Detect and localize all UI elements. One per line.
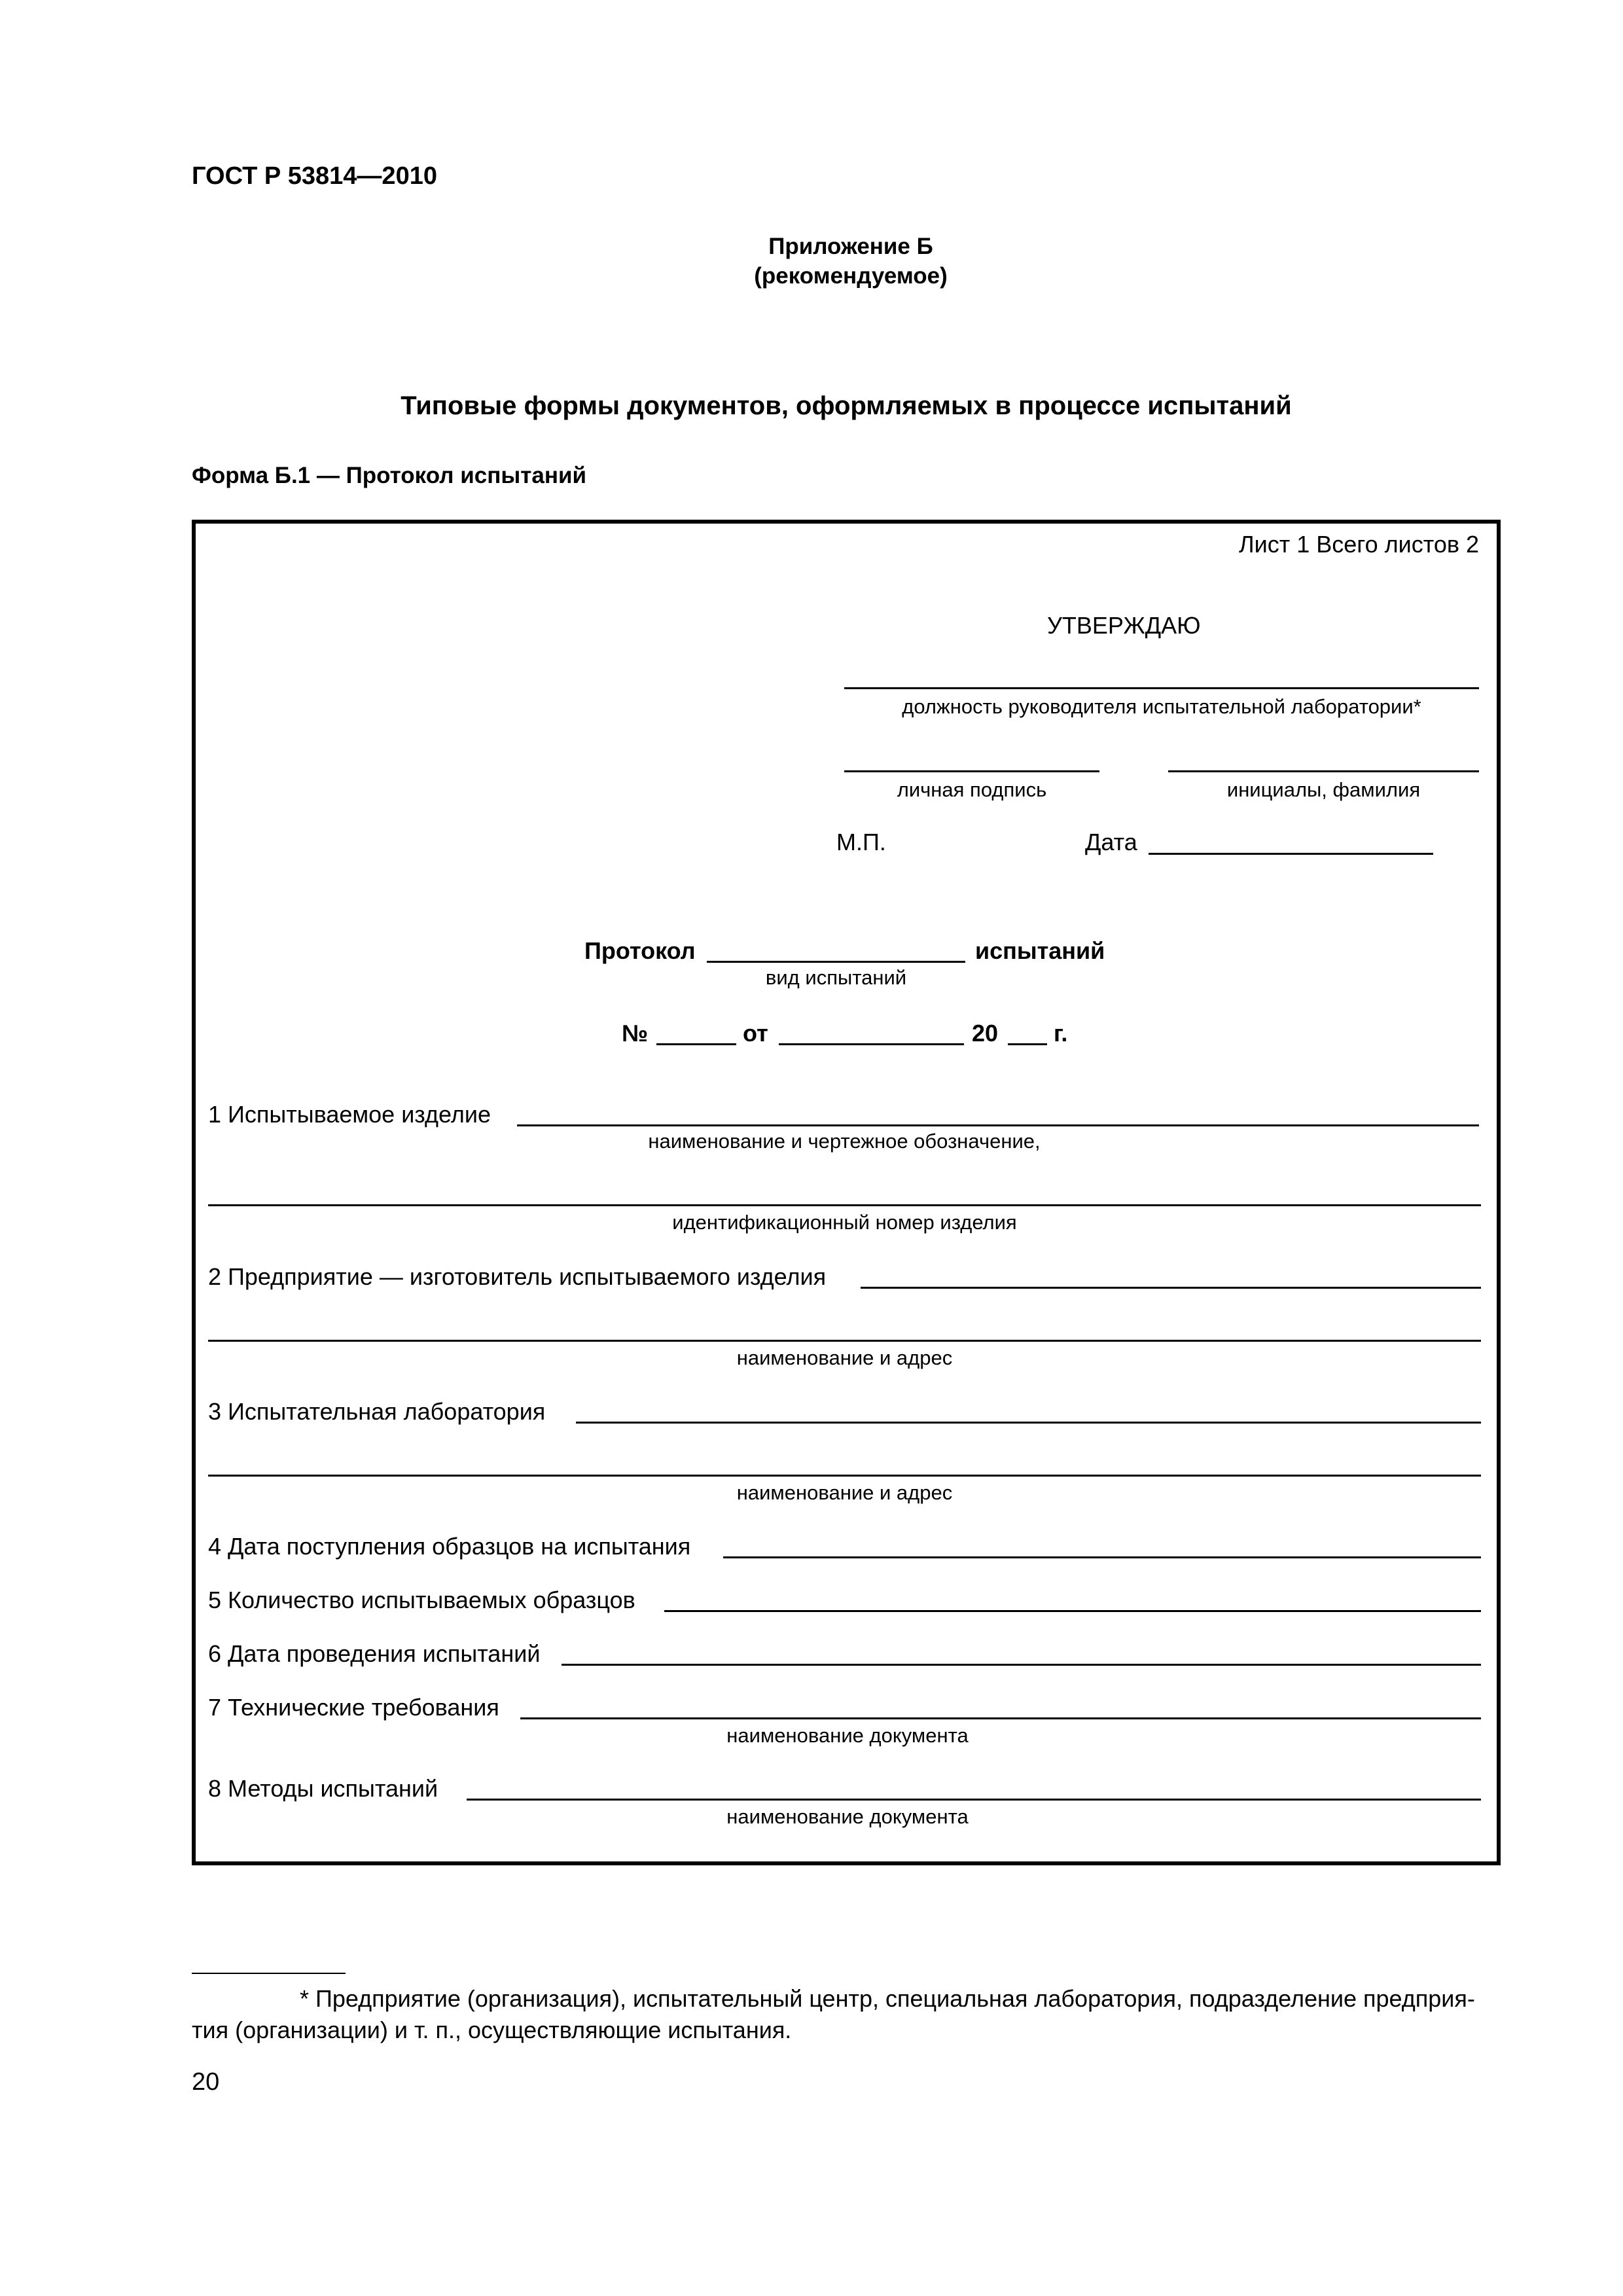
from-label: от: [743, 1020, 768, 1047]
item-2-label: 2 Предприятие — изготовитель испытываемого изделия: [208, 1263, 827, 1290]
year-line[interactable]: [1008, 1043, 1047, 1045]
date-label: Дата: [1085, 829, 1137, 855]
item-1-line[interactable]: [517, 1124, 1479, 1126]
item-3-line-2[interactable]: [208, 1475, 1481, 1477]
stamp-label: М.П.: [836, 829, 886, 855]
item-3-line[interactable]: [576, 1422, 1481, 1424]
protocol-label: Протокол: [584, 937, 696, 964]
page-number: 20: [192, 2068, 220, 2096]
item-3-label: 3 Испытательная лаборатория: [208, 1398, 546, 1425]
name-caption: инициалы, фамилия: [1226, 778, 1421, 801]
item-7-caption: наименование документа: [726, 1724, 969, 1747]
number-line[interactable]: [656, 1043, 736, 1045]
item-1-label: 1 Испытываемое изделие: [208, 1101, 491, 1128]
item-4-label: 4 Дата поступления образцов на испытания: [208, 1533, 691, 1560]
footnote-line-1: * Предприятие (организация), испытательный центр, специальная лаборатория, подразделение предприя-: [300, 1985, 1475, 2012]
position-caption: должность руководителя испытательной лаборатории*: [902, 695, 1421, 718]
item-6-label: 6 Дата проведения испытаний: [208, 1640, 541, 1667]
item-5-line[interactable]: [664, 1610, 1481, 1612]
signature-line[interactable]: [844, 770, 1099, 772]
appendix-title: Приложение Б: [768, 234, 933, 259]
standard-number: ГОСТ Р 53814—2010: [192, 162, 437, 190]
item-6-line[interactable]: [562, 1664, 1481, 1666]
number-label: №: [622, 1020, 649, 1047]
name-line[interactable]: [1168, 770, 1479, 772]
item-1-caption: наименование и чертежное обозначение,: [648, 1130, 1041, 1153]
sheet-info: Лист 1 Всего листов 2: [1238, 531, 1479, 558]
position-line[interactable]: [844, 687, 1479, 689]
item-2-caption: наименование и адрес: [736, 1346, 953, 1369]
section-title: Типовые формы документов, оформляемых в процессе испытаний: [401, 391, 1292, 420]
footnote: [192, 1983, 1501, 2046]
item-3-caption: наименование и адрес: [736, 1481, 953, 1504]
test-type-line[interactable]: [707, 961, 965, 963]
date-line[interactable]: [1149, 853, 1433, 855]
year-suffix: г.: [1054, 1020, 1068, 1047]
appendix-subtitle: (рекомендуемое): [754, 263, 948, 289]
year-label: 20: [972, 1020, 999, 1047]
from-date-line[interactable]: [779, 1043, 964, 1045]
item-8-label: 8 Методы испытаний: [208, 1775, 438, 1802]
tests-label: испытаний: [975, 937, 1105, 964]
item-8-line[interactable]: [467, 1799, 1481, 1801]
item-1-caption-2: идентификационный номер изделия: [672, 1211, 1017, 1234]
footnote-divider: [192, 1973, 346, 1974]
item-4-line[interactable]: [723, 1556, 1481, 1558]
item-2-line-2[interactable]: [208, 1340, 1481, 1342]
item-5-label: 5 Количество испытываемых образцов: [208, 1587, 635, 1613]
approve-label: УТВЕРЖДАЮ: [1047, 612, 1201, 639]
item-7-label: 7 Технические требования: [208, 1694, 499, 1721]
item-7-line[interactable]: [520, 1717, 1481, 1719]
item-2-line[interactable]: [861, 1287, 1481, 1289]
footnote-line-2: тия (организации) и т. п., осуществляющие испытания.: [192, 2017, 792, 2043]
signature-caption: личная подпись: [897, 778, 1047, 801]
item-8-caption: наименование документа: [726, 1805, 969, 1828]
form-title: Форма Б.1 — Протокол испытаний: [192, 463, 586, 488]
item-1-line-2[interactable]: [208, 1204, 1481, 1206]
test-type-caption: вид испытаний: [765, 966, 907, 989]
